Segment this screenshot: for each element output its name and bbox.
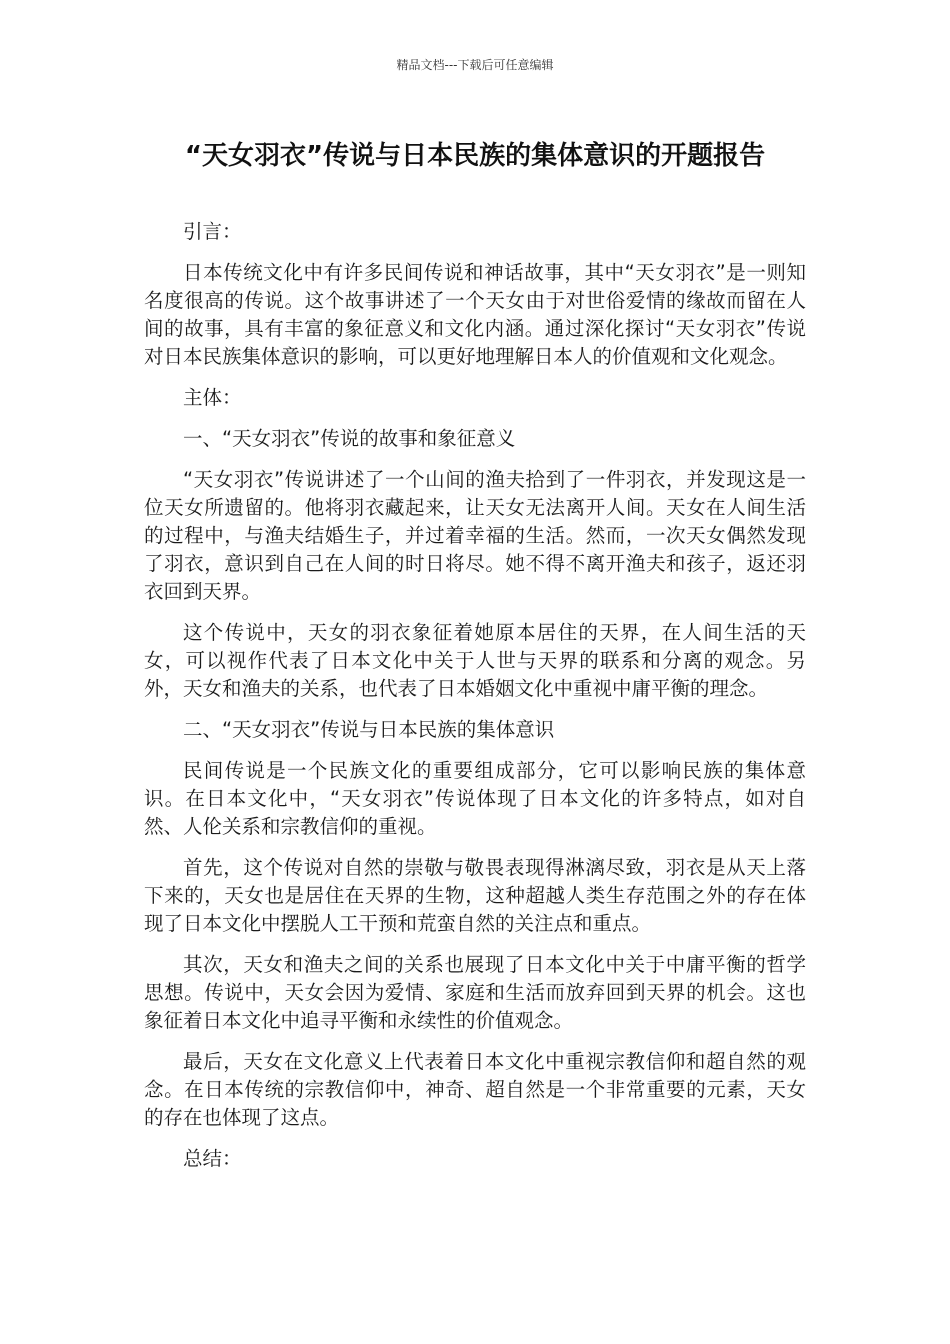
paragraph-first-point: 首先，这个传说对自然的崇敬与敬畏表现得淋漓尽致，羽衣是从天上落下来的，天女也是居住在天界的生物，这种超越人类生存范围之外的存在体现了日本文化中摆脱人工干预和荒蛮自然的关注点和重点。 bbox=[144, 856, 806, 935]
paragraph-introduction: 日本传统文化中有许多民间传说和神话故事，其中“天女羽衣”是一则知名度很高的传说。这个故事讲述了一个天女由于对世俗爱情的缘故而留在人间的故事，具有丰富的象征意义和文化内涵。通过深化探讨“天女羽衣”传说对日本民族集体意识的影响，可以更好地理解日本人的价值观和文化观念。 bbox=[144, 261, 806, 368]
section-heading-introduction: 引言： bbox=[183, 220, 242, 243]
paragraph-symbolism: 这个传说中，天女的羽衣象征着她原本居住的天界，在人间生活的天女，可以视作代表了日本文化中关于人世与天界的联系和分离的观念。另外，天女和渔夫的关系，也代表了日本婚姻文化中重视中庸平衡的理念。 bbox=[144, 621, 806, 700]
paragraph-story: “天女羽衣”传说讲述了一个山间的渔夫拾到了一件羽衣，并发现这是一位天女所遗留的。他将羽衣藏起来，让天女无法离开人间。天女在人间生活的过程中，与渔夫结婚生子，并过着幸福的生活。然而，一次天女偶然发现了羽衣，意识到自己在人间的时日将尽。她不得不离开渔夫和孩子，返还羽衣回到天界。 bbox=[144, 468, 806, 603]
section-heading-main: 主体： bbox=[183, 386, 242, 409]
section-heading-summary: 总结： bbox=[183, 1147, 242, 1170]
subheading-part-one: 一、“天女羽衣”传说的故事和象征意义 bbox=[183, 427, 516, 450]
subheading-part-two: 二、“天女羽衣”传说与日本民族的集体意识 bbox=[183, 718, 555, 741]
paragraph-final-point: 最后，天女在文化意义上代表着日本文化中重视宗教信仰和超自然的观念。在日本传统的宗教信仰中，神奇、超自然是一个非常重要的元素，天女的存在也体现了这点。 bbox=[144, 1050, 806, 1129]
document-title: “天女羽衣”传说与日本民族的集体意识的开题报告 bbox=[184, 141, 766, 171]
paragraph-second-point: 其次，天女和渔夫之间的关系也展现了日本文化中关于中庸平衡的哲学思想。传说中，天女会因为爱情、家庭和生活而放弃回到天界的机会。这也象征着日本文化中追寻平衡和永续性的价值观念。 bbox=[144, 953, 806, 1032]
header-note: 精品文档---下载后可任意编辑 bbox=[396, 58, 554, 72]
document-body bbox=[144, 218, 806, 1186]
paragraph-collective-consciousness: 民间传说是一个民族文化的重要组成部分，它可以影响民族的集体意识。在日本文化中，“天女羽衣”传说体现了日本文化的许多特点，如对自然、人伦关系和宗教信仰的重视。 bbox=[144, 759, 806, 838]
